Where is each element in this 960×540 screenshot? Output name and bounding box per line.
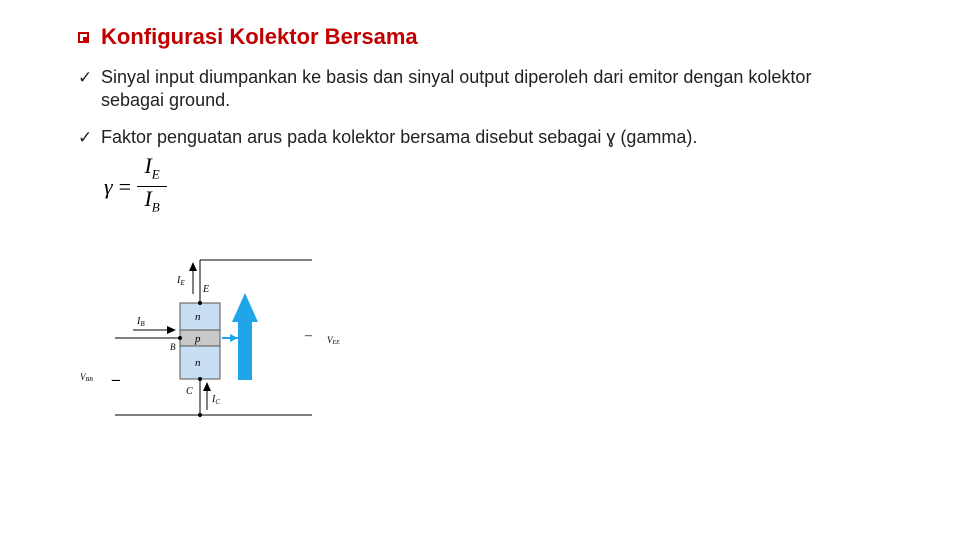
blue-flow-arrow-shaft (238, 320, 252, 380)
ib-arrow-head (167, 326, 176, 334)
minus-vee: – (305, 328, 312, 343)
label-ic: $I_C$ (212, 394, 221, 406)
ie-arrow-head (189, 262, 197, 271)
label-ie: $I_E$ (177, 275, 185, 287)
title-text: Konfigurasi Kolektor Bersama (101, 24, 418, 49)
label-e: E (203, 284, 210, 295)
bullet-text-2: Faktor penguatan arus pada kolektor bersama disebut sebagai ɣ (gamma). (101, 127, 698, 147)
checkmark-icon: ✓ (78, 68, 93, 87)
label-vbb: VBB (80, 372, 93, 383)
blue-flow-arrow-head (232, 293, 258, 322)
formula-equals: = (118, 173, 132, 199)
label-vee: VEE (327, 335, 340, 346)
label-ib: $I_B$ (137, 316, 145, 328)
collector-dot (198, 377, 202, 381)
checkmark-icon: ✓ (78, 128, 93, 147)
emitter-dot (198, 301, 202, 305)
bullet-text-1: Sinyal input diumpankan ke basis dan sinyal output diperoleh dari emitor dengan kolektor sebagai ground. (101, 67, 812, 110)
ground-dot (198, 413, 202, 417)
label-n-top: n (195, 311, 201, 323)
formula-gamma: γ (104, 173, 113, 199)
label-b: B (170, 342, 176, 352)
minus-vbb: – (112, 371, 120, 388)
blue-base-arrow-head (230, 334, 238, 342)
label-n-bottom: n (195, 357, 201, 369)
formula-denominator: $I_B$ (144, 186, 160, 215)
label-c: C (186, 386, 193, 397)
label-p: p (195, 333, 201, 345)
ic-arrow-head (203, 382, 211, 391)
base-dot (178, 336, 182, 340)
formula-numerator: $I_E$ (144, 153, 160, 182)
